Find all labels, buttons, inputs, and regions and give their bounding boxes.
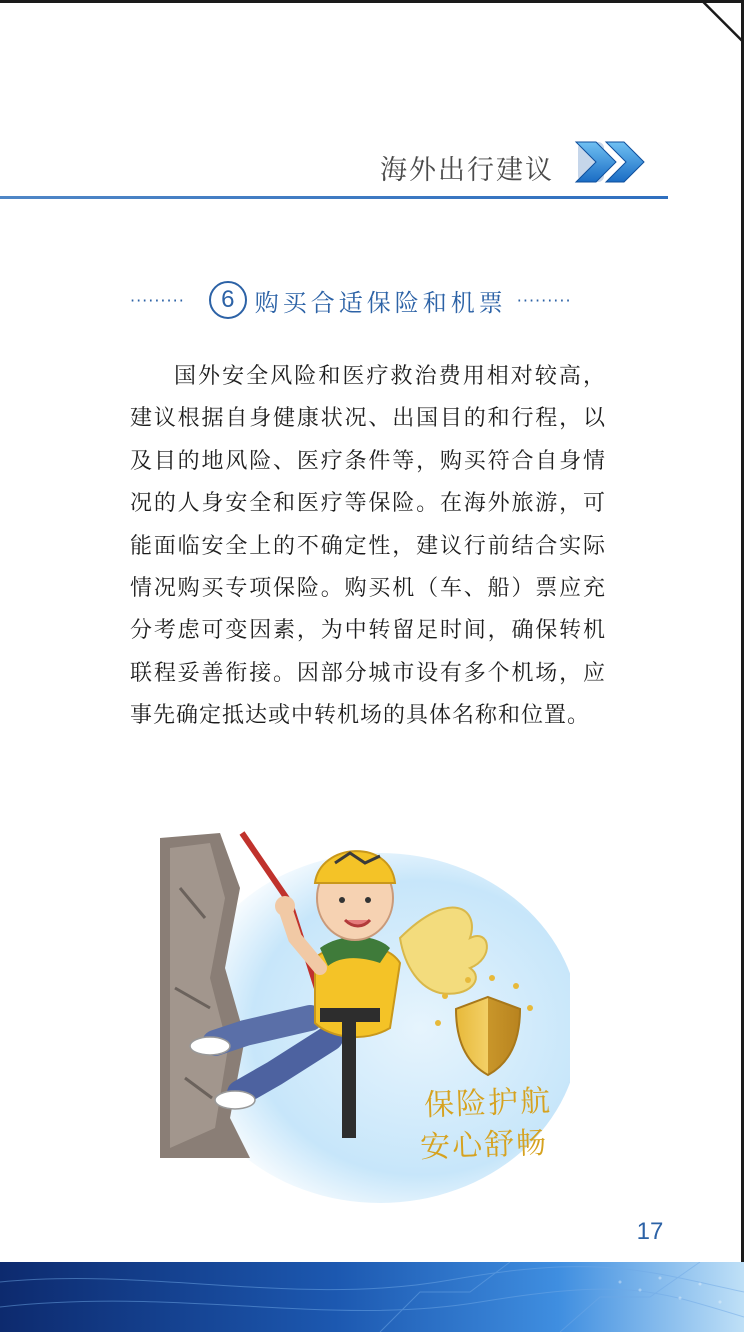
footer-band	[0, 1262, 744, 1332]
slogan-line-1: 保险护航	[423, 1083, 553, 1124]
double-chevron-right-icon	[572, 132, 648, 196]
page-border-top	[0, 0, 744, 3]
slogan-line-2: 安心舒畅	[419, 1125, 549, 1166]
body-paragraph: 国外安全风险和医疗救治费用相对较高，建议根据自身健康状况、出国目的和行程，以及目的地风险、医疗条件等，购买符合自身情况的人身安全和医疗等保险。在海外旅游，可能面临安全上的不确定性，建议行前结合实际情况购买专项保险。购买机（车、船）票应充分考虑可变因素，为中转留足时间，确保转机联程妥善衔接。因部分城市设有多个机场，应事先确定抵达或中转机场的具体名称和位置。	[130, 364, 606, 729]
shield-icon	[450, 993, 526, 1083]
page-fold-corner	[700, 0, 744, 44]
section-heading	[130, 278, 610, 322]
climber-illustration	[150, 828, 570, 1208]
heading-dots-left: ·········	[130, 290, 185, 310]
page-number: 17	[636, 1218, 664, 1245]
header-rule	[0, 196, 668, 199]
chapter-title: 海外出行建议	[380, 155, 554, 186]
heading-dots-right: ·········	[516, 290, 572, 310]
section-title: 购买合适保险和机票	[254, 288, 507, 317]
section-number: 6	[209, 281, 247, 319]
